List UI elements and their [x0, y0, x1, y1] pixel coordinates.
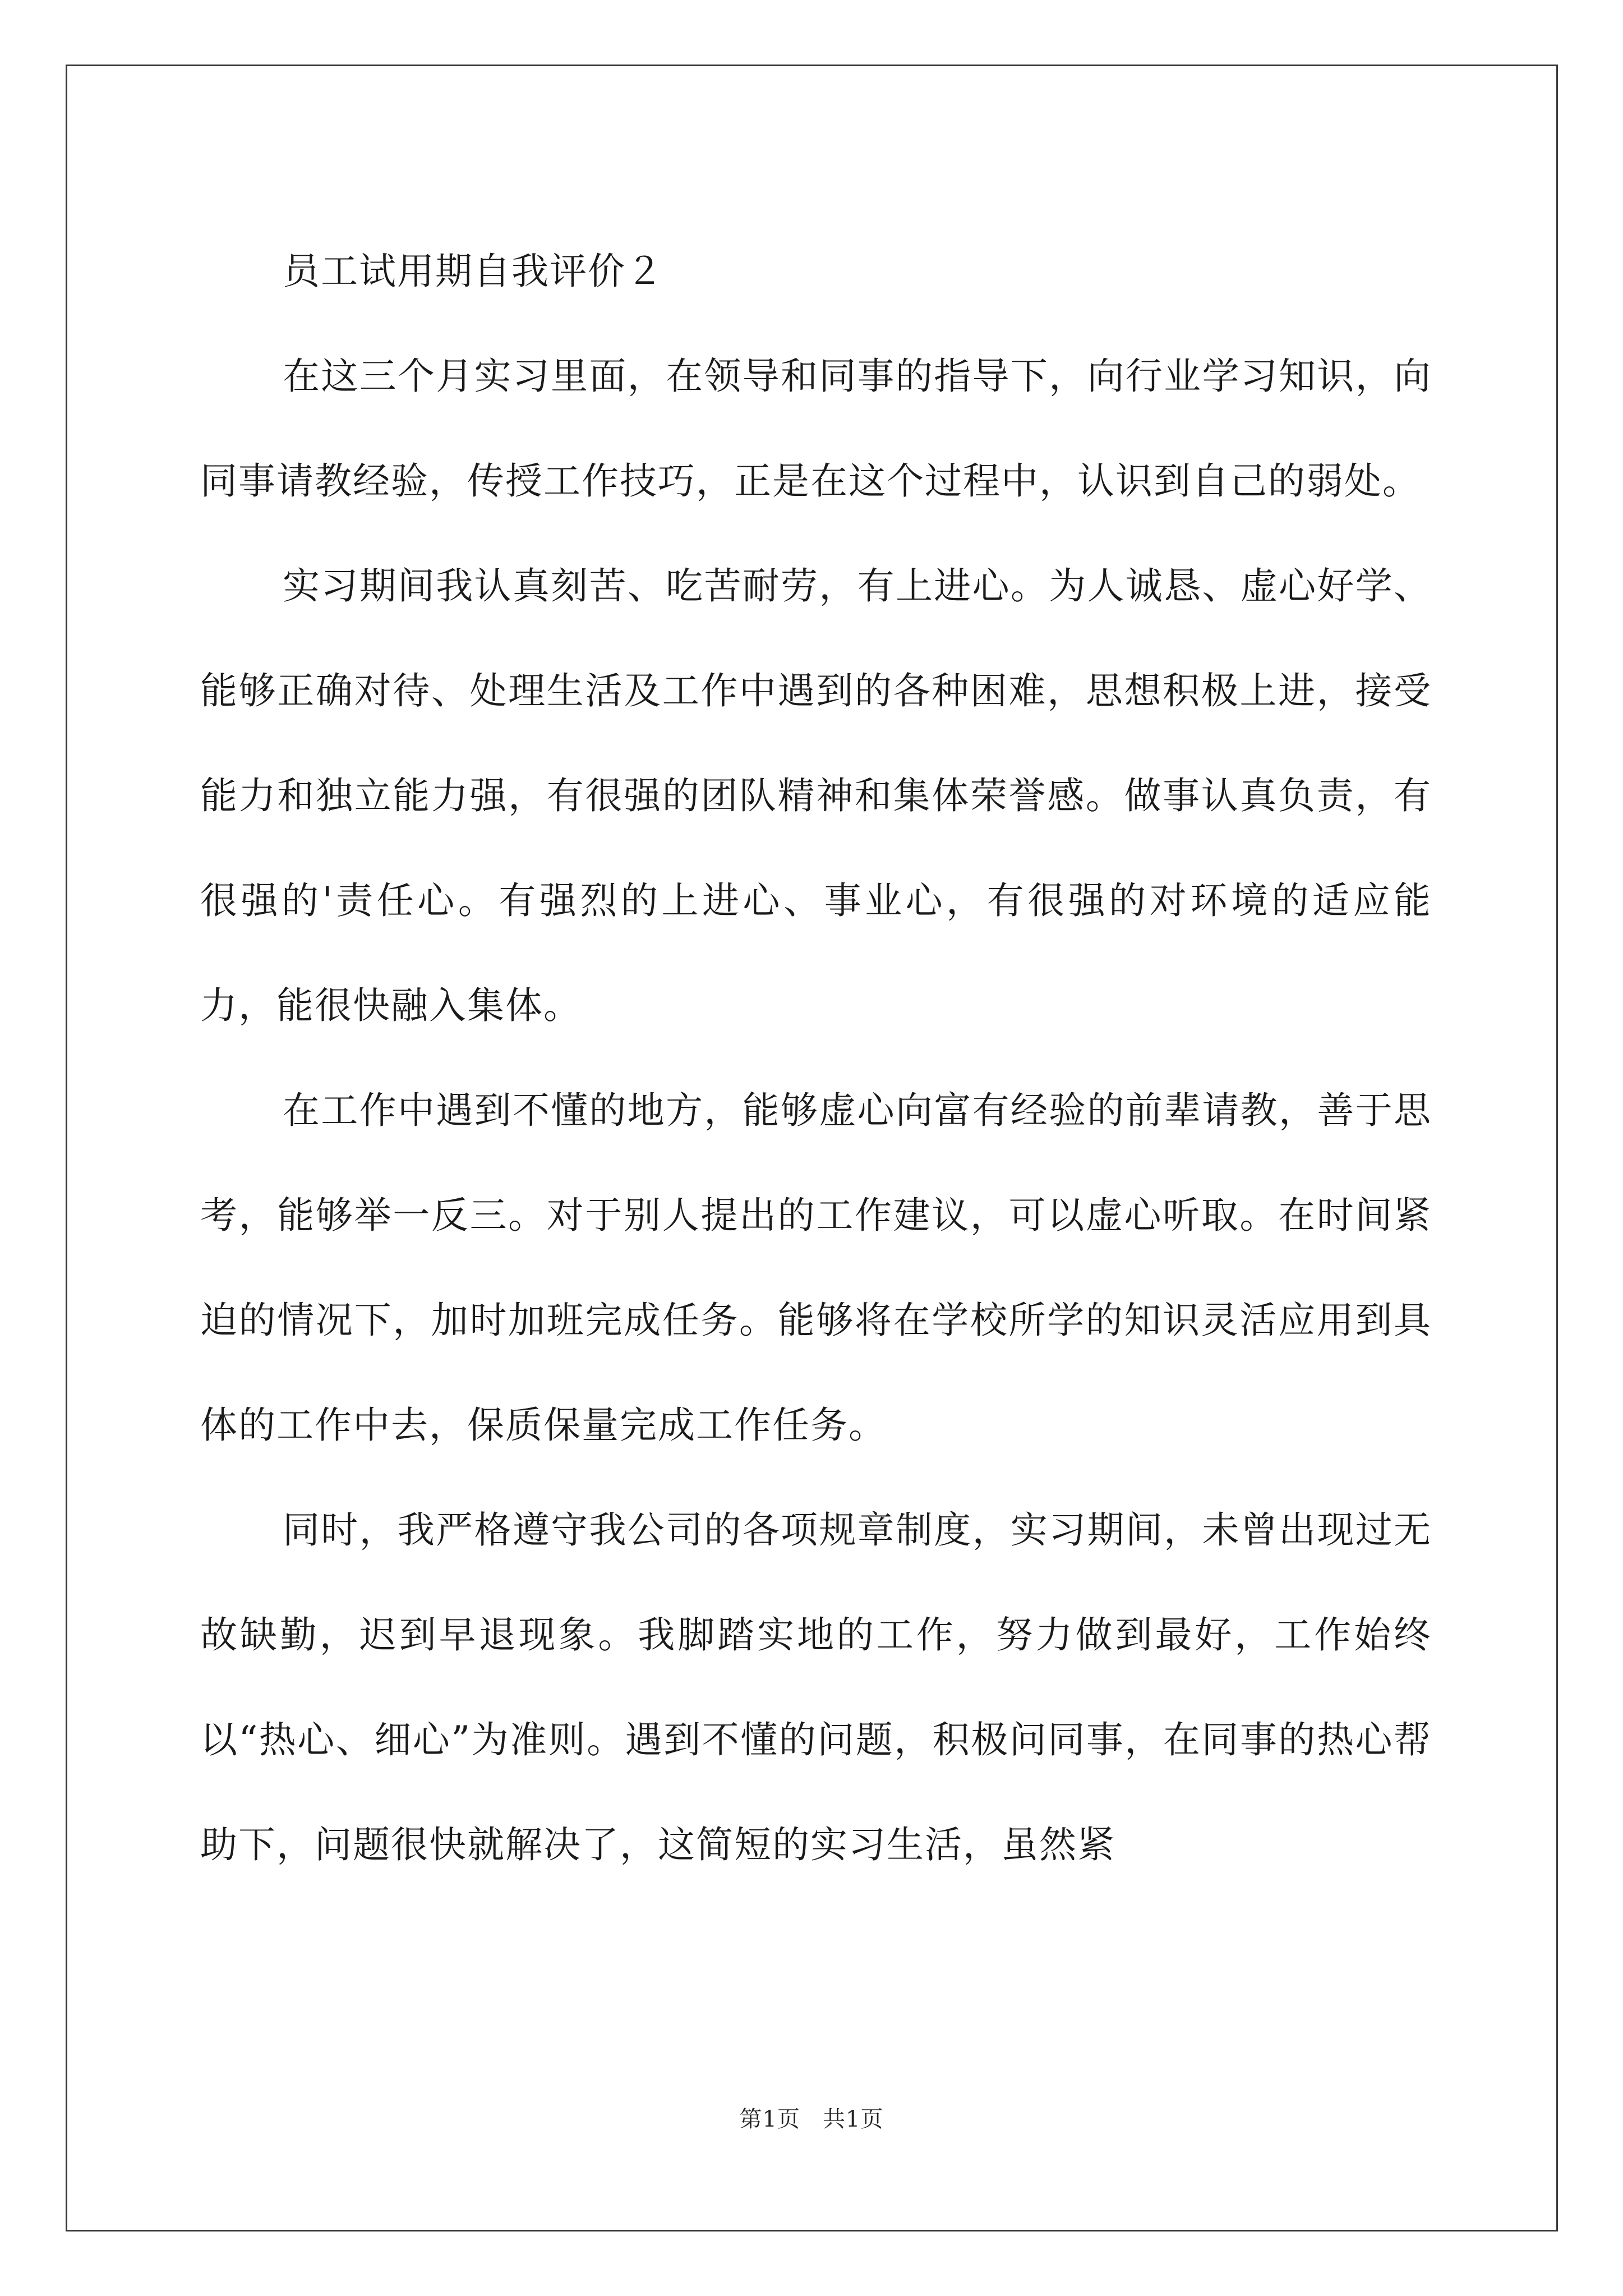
document-body [200, 219, 1432, 1897]
document-title: 员工试用期自我评价２ [283, 250, 664, 293]
page-number: 第1页 [739, 2106, 800, 2132]
paragraph-4: 同时，我严格遵守我公司的各项规章制度，实习期间，未曾出现过无故缺勤，迟到早退现象。我脚踏实地的工作，努力做到最好，工作始终以“热心、细心”为准则。遇到不懂的问题，积极问同事，在同事的热心帮助下，问题很快就解决了，这简短的实习生活，虽然紧 [200, 1508, 1432, 1866]
page-footer [0, 2101, 1623, 2133]
page-count: 共1页 [823, 2106, 884, 2132]
paragraph-2: 实习期间我认真刻苦、吃苦耐劳，有上进心。为人诚恳、虚心好学、能够正确对待、处理生活及工作中遇到的各种困难，思想积极上进，接受能力和独立能力强，有很强的团队精神和集体荣誉感。做事认真负责，有很强的'责任心。有强烈的上进心、事业心，有很强的对环境的适应能力，能很快融入集体。 [200, 564, 1432, 1027]
paragraph-1: 在这三个月实习里面，在领导和同事的指导下，向行业学习知识，向同事请教经验，传授工作技巧，正是在这个过程中，认识到自己的弱处。 [200, 355, 1432, 503]
paragraph-3: 在工作中遇到不懂的地方，能够虚心向富有经验的前辈请教，善于思考，能够举一反三。对于别人提出的工作建议，可以虚心听取。在时间紧迫的情况下，加时加班完成任务。能够将在学校所学的知识灵活应用到具体的工作中去，保质保量完成工作任务。 [200, 1089, 1432, 1447]
